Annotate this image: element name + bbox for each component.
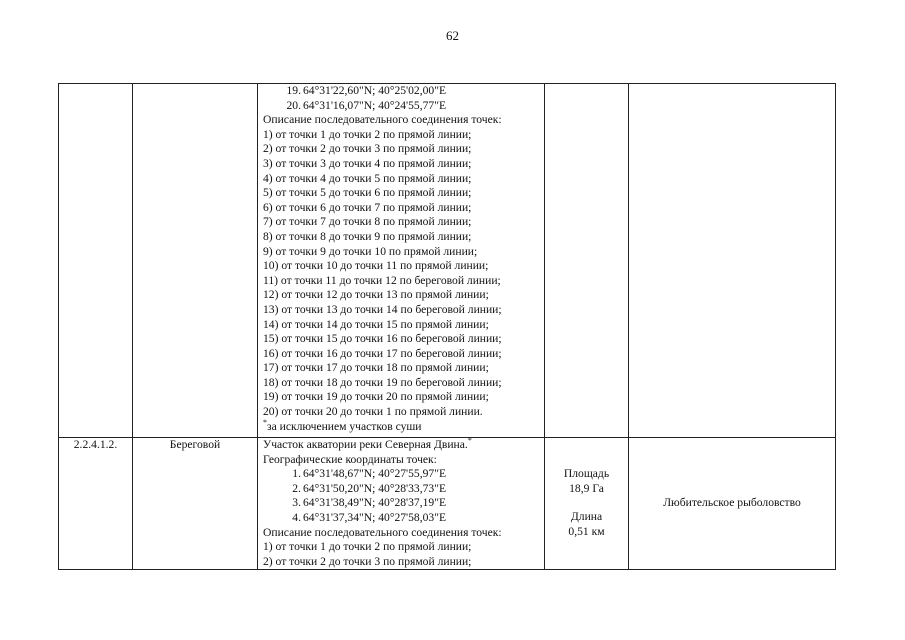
connection-line: 6) от точки 6 до точки 7 по прямой линии; bbox=[263, 200, 472, 214]
connection-line: 4) от точки 4 до точки 5 по прямой линии; bbox=[263, 171, 472, 185]
connection-line: 8) от точки 8 до точки 9 по прямой линии; bbox=[263, 229, 472, 243]
area-name: Береговой bbox=[133, 438, 258, 570]
area-value: 18,9 Га bbox=[569, 481, 604, 495]
connection-line: 20) от точки 20 до точки 1 по прямой линии. bbox=[263, 405, 483, 419]
area-label: Площадь bbox=[563, 467, 610, 480]
coords-heading: Географические координаты точек: bbox=[263, 452, 437, 466]
coordinate-line: 20. 64°31'16,07"N; 40°24'55,77"E bbox=[286, 98, 447, 112]
connection-heading: Описание последовательного соединения точек: bbox=[263, 525, 502, 539]
coordinate-line: 2. 64°31'50,20"N; 40°28'33,73"E bbox=[292, 481, 447, 495]
params-cell bbox=[545, 438, 629, 570]
connection-line: 5) от точки 5 до точки 6 по прямой линии; bbox=[263, 186, 472, 200]
coordinate-line: 1. 64°31'48,67"N; 40°27'55,97"E bbox=[292, 467, 447, 481]
connection-line: 18) от точки 18 до точки 19 по береговой линии; bbox=[263, 375, 502, 389]
connection-line: 13) от точки 13 до точки 14 по береговой линии; bbox=[263, 302, 502, 316]
coordinate-line: 19. 64°31'22,60"N; 40°25'02,00"E bbox=[286, 84, 447, 97]
connection-line: 1) от точки 1 до точки 2 по прямой линии; bbox=[263, 540, 472, 554]
connection-line: 15) от точки 15 до точки 16 по береговой линии; bbox=[263, 332, 502, 346]
connection-line: 11) от точки 11 до точки 12 по береговой линии; bbox=[263, 273, 501, 287]
area-code: 2.2.4.1.2. bbox=[59, 438, 133, 570]
connection-line: 12) от точки 12 до точки 13 по прямой линии; bbox=[263, 288, 489, 302]
length-value: 0,51 км bbox=[568, 524, 605, 538]
name-cell-empty bbox=[133, 84, 258, 438]
connection-line: 3) от точки 3 до точки 4 по прямой линии; bbox=[263, 156, 472, 170]
table-row-new bbox=[59, 438, 836, 570]
description-cell bbox=[258, 438, 545, 570]
fishing-areas-table bbox=[58, 83, 836, 570]
connection-line: 17) от точки 17 до точки 18 по прямой линии; bbox=[263, 361, 489, 375]
connection-line: 2) от точки 2 до точки 3 по прямой линии; bbox=[263, 142, 472, 156]
usage-type: Любительское рыболовство bbox=[629, 438, 836, 570]
coordinate-line: 4. 64°31'37,34"N; 40°27'58,03"E bbox=[292, 510, 447, 524]
connection-line: 14) от точки 14 до точки 15 по прямой линии; bbox=[263, 317, 489, 331]
connection-line: 9) от точки 9 до точки 10 по прямой линии; bbox=[263, 244, 478, 258]
connection-line: 1) от точки 1 до точки 2 по прямой линии; bbox=[263, 127, 472, 141]
code-cell-empty bbox=[59, 84, 133, 438]
connection-line: 10) от точки 10 до точки 11 по прямой линии; bbox=[263, 259, 489, 273]
page-number: 62 bbox=[446, 28, 459, 43]
footnote: *за исключением участков суши bbox=[263, 417, 422, 433]
connection-line: 19) от точки 19 до точки 20 по прямой линии; bbox=[263, 390, 489, 404]
description-cell bbox=[258, 84, 545, 438]
params-cell-empty bbox=[545, 84, 629, 438]
connection-heading: Описание последовательного соединения точек: bbox=[263, 113, 502, 127]
area-title: Участок акватории реки Северная Двина.* bbox=[263, 436, 472, 451]
table-row-continued bbox=[59, 84, 836, 438]
connection-line: 16) от точки 16 до точки 17 по береговой линии; bbox=[263, 346, 502, 360]
usage-cell-empty bbox=[629, 84, 836, 438]
coordinate-line: 3. 64°31'38,49"N; 40°28'37,19"E bbox=[292, 496, 447, 510]
connection-line: 2) от точки 2 до точки 3 по прямой линии; bbox=[263, 554, 472, 568]
length-label: Длина bbox=[570, 510, 603, 524]
connection-line: 7) от точки 7 до точки 8 по прямой линии; bbox=[263, 215, 472, 229]
